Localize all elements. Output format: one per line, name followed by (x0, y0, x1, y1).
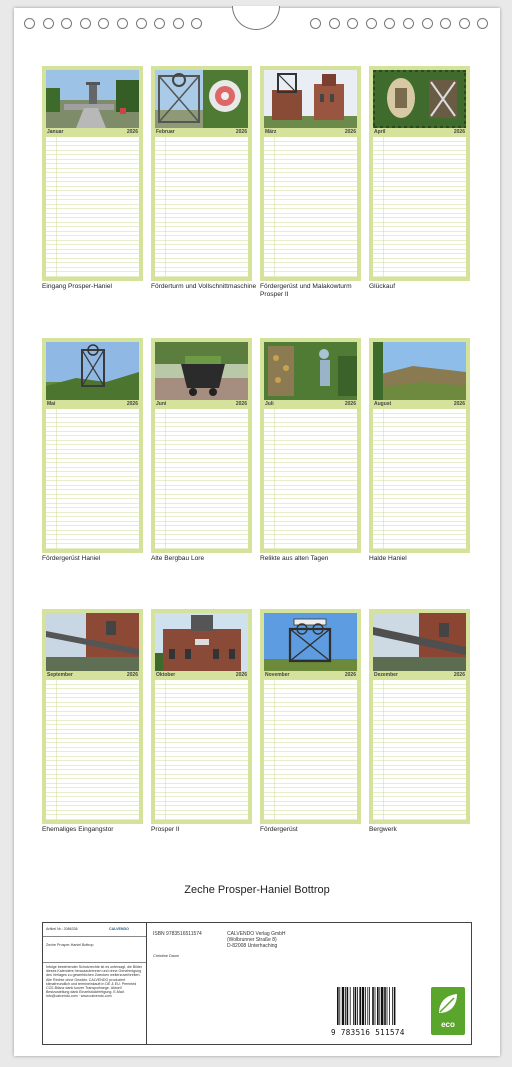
month-january (42, 66, 143, 281)
author: Christine Daum (153, 954, 180, 958)
month-year: 2026 (126, 401, 138, 407)
barcode-bar (359, 987, 361, 1025)
caption-september: Ehemaliges Eingangstor (42, 826, 114, 833)
barcode-bar (339, 987, 340, 1025)
month-february (151, 66, 252, 281)
publisher-line: (Wolbrunner Straße 8) (227, 937, 277, 943)
month-year: 2026 (126, 672, 138, 678)
barcode-bar (387, 987, 388, 1025)
day-grid (373, 680, 466, 820)
photo-glueckauf-sign (373, 70, 466, 128)
barcode-bar (367, 987, 368, 1025)
spiral-binding-ring-icon (329, 18, 340, 29)
caption-february: Förderturm und Vollschnittmaschine (151, 283, 257, 290)
month-may (42, 338, 143, 553)
barcode-bar (350, 987, 351, 1025)
month-name: Juli (265, 401, 274, 407)
calvendo-logo: CALVENDO (109, 927, 129, 931)
eco-badge (431, 987, 465, 1035)
caption-december: Bergwerk (369, 826, 397, 833)
day-grid (264, 409, 357, 549)
barcode-digits: 9 783516 511574 (331, 1028, 405, 1037)
month-year: 2026 (344, 129, 356, 135)
spiral-binding-ring-icon (440, 18, 451, 29)
barcode-bar (392, 987, 393, 1025)
spiral-binding-ring-icon (191, 18, 202, 29)
spiral-binding-ring-icon (173, 18, 184, 29)
publisher-line: CALVENDO Verlag GmbH (227, 931, 286, 937)
month-name: Januar (47, 129, 64, 135)
day-grid (46, 680, 139, 820)
month-name: Mai (47, 401, 56, 407)
eco-label: eco (441, 1020, 455, 1029)
spiral-binding-ring-icon (347, 18, 358, 29)
spiral-binding-ring-icon (422, 18, 433, 29)
barcode-bar (377, 987, 379, 1025)
month-september (42, 609, 143, 824)
spiral-binding-ring-icon (24, 18, 35, 29)
barcode-bar (355, 987, 357, 1025)
month-year: 2026 (344, 401, 356, 407)
title-row (43, 937, 146, 963)
spiral-binding-ring-icon (43, 18, 54, 29)
caption-october: Prosper II (151, 826, 180, 833)
article-number: Artikel Nr.: 2086336 (46, 927, 78, 931)
barcode-bar (375, 987, 376, 1025)
caption-august: Halde Haniel (369, 555, 407, 562)
photo-bergwerk-gate (373, 613, 466, 671)
month-june (151, 338, 252, 553)
isbn: ISBN 9783516511574 (153, 931, 202, 937)
barcode-bar (369, 987, 370, 1025)
barcode-bar (389, 987, 390, 1025)
month-july (260, 338, 361, 553)
day-grid (155, 409, 248, 549)
caption-may: Fördergerüst Haniel (42, 555, 101, 562)
month-november (260, 609, 361, 824)
barcode-bar (347, 987, 349, 1025)
eco-leaf-icon (435, 991, 461, 1017)
month-year: 2026 (235, 129, 247, 135)
caption-november: Fördergerüst (260, 826, 298, 833)
publisher-line: D-82008 Unterhaching (227, 943, 278, 949)
calendar-sheet (14, 8, 500, 1056)
spiral-binding-ring-icon (117, 18, 128, 29)
spiral-binding-ring-icon (61, 18, 72, 29)
month-year: 2026 (344, 672, 356, 678)
day-grid (155, 680, 248, 820)
short-title: Zeche Prosper-Haniel Bottrop (46, 943, 94, 947)
caption-july: Relikte aus alten Tagen (260, 555, 329, 562)
month-april (369, 66, 470, 281)
barcode-bar (384, 987, 386, 1025)
month-year: 2026 (235, 672, 247, 678)
month-name: April (374, 129, 386, 135)
caption-january: Eingang Prosper-Haniel (42, 283, 113, 290)
spiral-binding-ring-icon (366, 18, 377, 29)
day-grid (264, 137, 357, 277)
spiral-binding-ring-icon (136, 18, 147, 29)
barcode-bar (357, 987, 358, 1025)
month-name: September (47, 672, 73, 678)
spiral-binding-ring-icon (98, 18, 109, 29)
spiral-binding-ring-icon (459, 18, 470, 29)
photo-headframe-haniel (46, 342, 139, 400)
barcode-icon (331, 987, 415, 1039)
day-grid (264, 680, 357, 820)
barcode-bar (365, 987, 366, 1025)
photo-headframe (264, 613, 357, 671)
month-year: 2026 (453, 672, 465, 678)
day-grid (46, 137, 139, 277)
month-march (260, 66, 361, 281)
month-name: März (265, 129, 277, 135)
caption-april: Glückauf (369, 283, 396, 290)
photo-relics (264, 342, 357, 400)
photo-headframe-and-drill (155, 70, 248, 128)
photo-prosper-ii (155, 613, 248, 671)
photo-former-gate (46, 613, 139, 671)
month-name: Juni (156, 401, 167, 407)
barcode-bars (337, 987, 413, 1025)
month-year: 2026 (126, 129, 138, 135)
caption-june: Alte Bergbau Lore (151, 555, 205, 562)
back-info-box (42, 922, 472, 1045)
spiral-binding-ring-icon (384, 18, 395, 29)
photo-halde-haniel (373, 342, 466, 400)
spiral-binding-ring-icon (154, 18, 165, 29)
spiral-binding-ring-icon (403, 18, 414, 29)
month-name: August (374, 401, 392, 407)
photo-mining-cart (155, 342, 248, 400)
day-grid (373, 137, 466, 277)
barcode-bar (342, 987, 344, 1025)
barcode-bar (394, 987, 396, 1025)
month-name: November (265, 672, 290, 678)
photo-malakow-tower (264, 70, 357, 128)
photo-entrance-gate (46, 70, 139, 128)
caption-march: Fördergerüst und Malakowturm Prosper II (260, 283, 352, 298)
day-grid (155, 137, 248, 277)
article-row (43, 923, 146, 937)
spiral-binding-ring-icon (310, 18, 321, 29)
info-left-column (43, 923, 147, 1044)
day-grid (373, 409, 466, 549)
rights-notice: Infolge bestehender Schutzrechte ist es untersagt, die Bilder dieses Kalenders herauszutrennen und ohne Genehmigung des Verlages zu gewerblichen Zwecken weiterzuverbreiten. Alle Rechte ohne Gewähr. CALVENDO produziert klimafreundlich und termineinkauft in DE & EU. Prerinted CO2-Bilanz dank kurzer Transportwege. Aktuell Bestzustellung dank Einzelstückfertigung. E-Mail: info@calvendo.com · www.calvendo.com (46, 965, 143, 999)
barcode-bar (353, 987, 354, 1025)
month-october (151, 609, 252, 824)
barcode-bar (381, 987, 383, 1025)
calendar-title: Zeche Prosper-Haniel Bottrop (184, 884, 330, 896)
spiral-binding-ring-icon (80, 18, 91, 29)
month-name: Februar (156, 129, 175, 135)
barcode-bar (337, 987, 339, 1025)
barcode-bar (372, 987, 374, 1025)
barcode-bar (379, 987, 380, 1025)
month-year: 2026 (453, 401, 465, 407)
day-grid (46, 409, 139, 549)
month-name: Oktober (156, 672, 176, 678)
month-august (369, 338, 470, 553)
publisher-address (227, 931, 286, 949)
barcode-bar (362, 987, 364, 1025)
spiral-binding-ring-icon (477, 18, 488, 29)
month-december (369, 609, 470, 824)
month-year: 2026 (453, 129, 465, 135)
month-name: Dezember (374, 672, 398, 678)
barcode-bar (345, 987, 346, 1025)
month-year: 2026 (235, 401, 247, 407)
